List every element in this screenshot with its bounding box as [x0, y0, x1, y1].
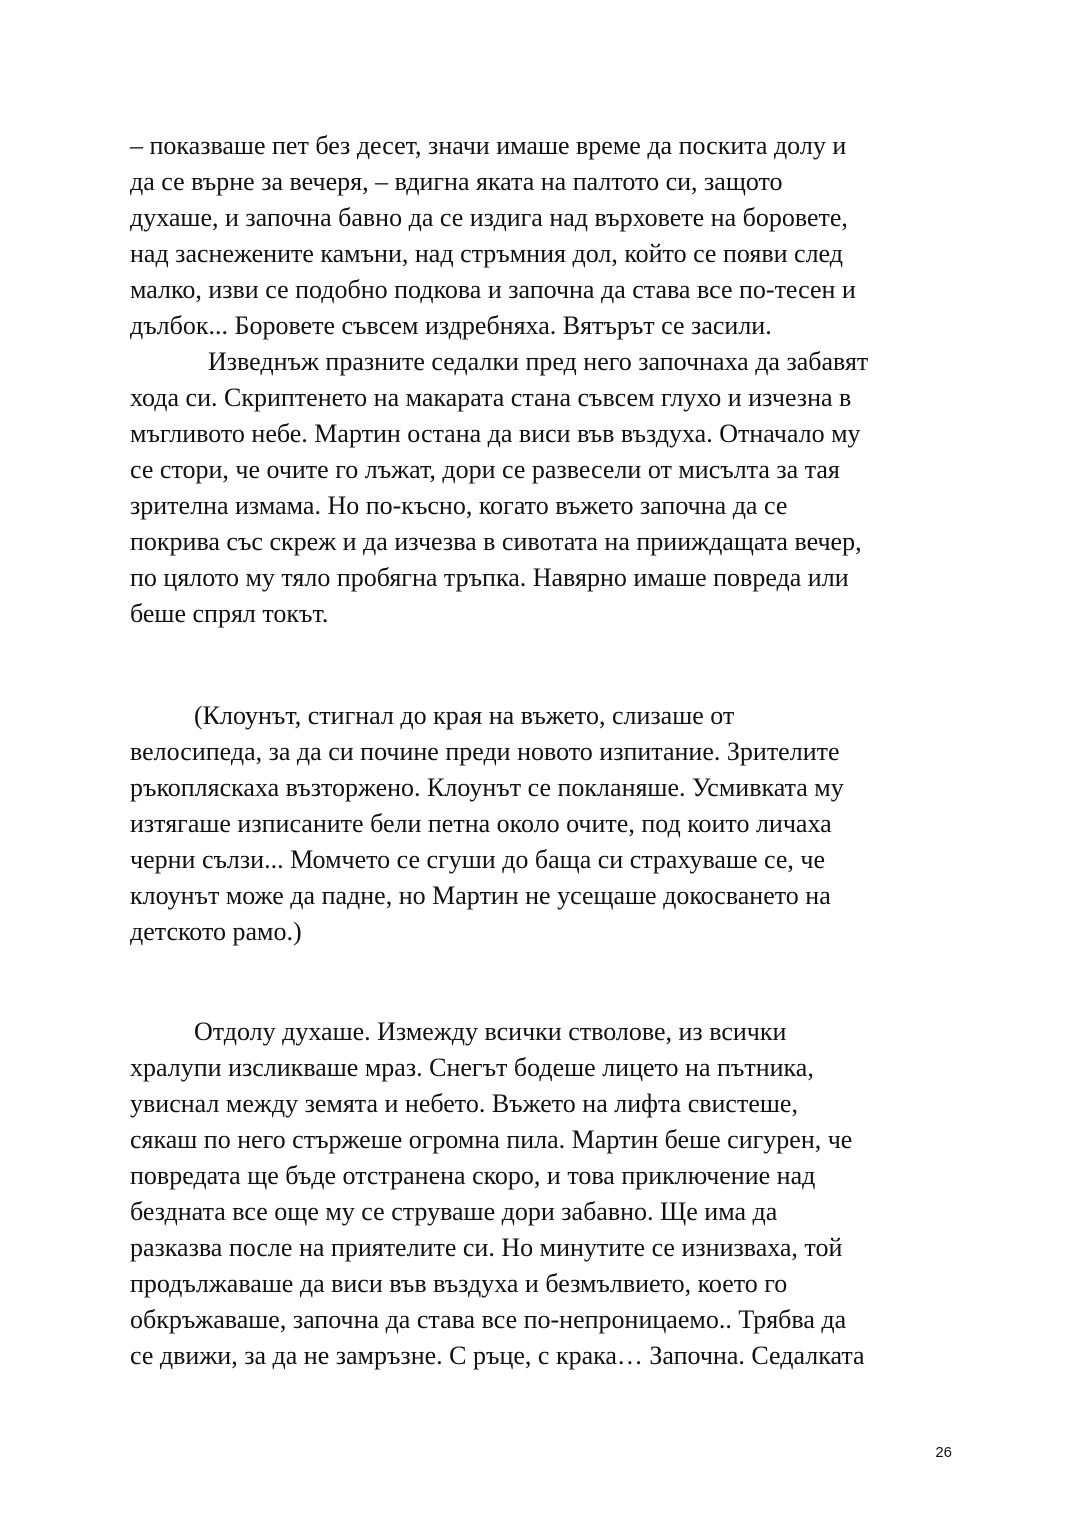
text-line: духаше, и започна бавно да се издига над върховете на боровете, — [130, 203, 848, 232]
text-line: клоунът може да падне, но Мартин не усещаше докосването на — [130, 881, 831, 910]
text-line: велосипеда, за да си почине преди новото изпитание. Зрителите — [130, 737, 840, 766]
text-line: сякаш по него стържеше огромна пила. Мартин беше сигурен, че — [130, 1125, 853, 1154]
text-line: разказва после на приятелите си. Но минутите се изнизваха, той — [130, 1233, 843, 1262]
page-number: 26 — [935, 1444, 952, 1461]
text-line: – показваше пет без десет, значи имаше време да поскита долу и — [130, 131, 847, 160]
text-line: увиснал между земята и небето. Въжето на лифта свистеше, — [130, 1089, 798, 1118]
text-line: се стори, че очите го лъжат, дори се развесели от мисълта за тая — [130, 455, 840, 484]
paragraph-2 — [130, 344, 960, 632]
text-line: зрителна измама. Но по-късно, когато въжето започна да се — [130, 491, 788, 520]
paragraph-1 — [130, 128, 960, 344]
paragraph-4 — [130, 1014, 960, 1374]
text-line: (Клоунът, стигнал до края на въжето, слизаше от — [194, 701, 735, 730]
text-line: малко, изви се подобно подкова и започна да става все по-тесен и — [130, 275, 856, 304]
text-line: Отдолу духаше. Измежду всички стволове, из всички — [194, 1017, 787, 1046]
text-line: повредата ще бъде отстранена скоро, и това приключение над — [130, 1161, 816, 1190]
text-line: хралупи изсликваше мраз. Снегът бодеше лицето на пътника, — [130, 1053, 814, 1082]
text-line: бездната все още му се струваше дори забавно. Ще има да — [130, 1197, 778, 1226]
text-line: дълбок... Боровете съвсем издребняха. Вятърът се засили. — [130, 311, 772, 340]
text-line: черни сълзи... Момчето се сгуши до баща си страхуваше се, че — [130, 845, 826, 874]
text-line: обкръжаваше, започна да става все по-непроницаемо.. Трябва да — [130, 1305, 847, 1334]
text-line: мъгливото небе. Мартин остана да виси във въздуха. Отначало му — [130, 419, 861, 448]
text-line: детското рамо.) — [130, 917, 302, 946]
text-line: по цялото му тяло пробягна тръпка. Навярно имаше повреда или — [130, 563, 849, 592]
paragraph-3 — [130, 698, 960, 950]
text-line: покрива със скреж и да изчезва в сивотата на прииждащата вечер, — [130, 527, 862, 556]
text-line: беше спрял токът. — [130, 599, 329, 628]
text-line: ръкопляскаха възторжено. Клоунът се покланяше. Усмивката му — [130, 773, 844, 802]
text-line: продължаваше да виси във въздуха и безмълвието, което го — [130, 1269, 788, 1298]
text-line: се движи, за да не замръзне. С ръце, с крака… Започна. Седалката — [130, 1341, 865, 1370]
text-line: Изведнъж празните седалки пред него започнаха да забавят — [208, 347, 869, 376]
text-line: да се върне за вечеря, – вдигна яката на палтото си, защото — [130, 167, 783, 196]
text-line: хода си. Скриптенето на макарата стана съвсем глухо и изчезна в — [130, 383, 852, 412]
text-line: изтягаше изписаните бели петна около очите, под които личаха — [130, 809, 832, 838]
text-line: над заснежените камъни, над стръмния дол, който се появи след — [130, 239, 843, 268]
